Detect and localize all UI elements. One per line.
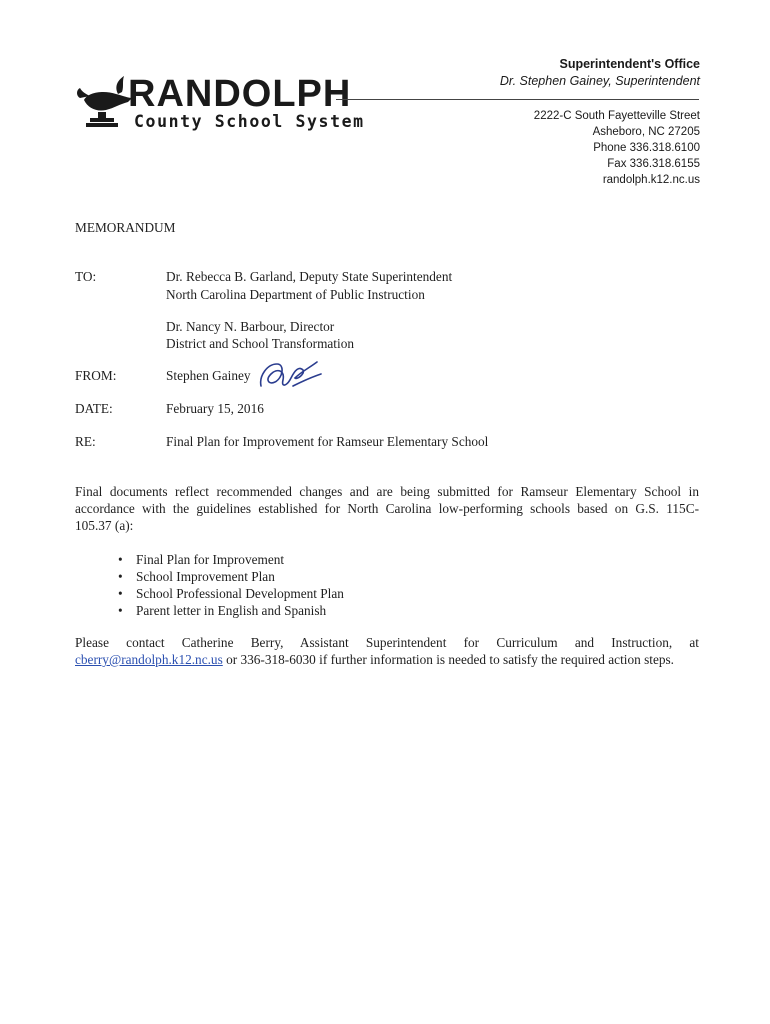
to-recipient-2-name: Dr. Nancy N. Barbour, Director xyxy=(166,319,335,334)
address-street: 2222-C South Fayetteville Street xyxy=(533,110,700,122)
paragraph-2-line-1: Please contact Catherine Berry, Assistant Superintendent for Curriculum and Instruction, at xyxy=(75,635,699,650)
fax-number: Fax 336.318.6155 xyxy=(607,158,700,170)
signature-mark xyxy=(255,356,325,399)
to-recipient-1-name: Dr. Rebecca B. Garland, Deputy State Superintendent xyxy=(166,269,453,284)
from-value: Stephen Gainey xyxy=(166,368,251,383)
date-label: DATE: xyxy=(75,401,113,416)
list-item: • Final Plan for Improvement xyxy=(118,551,344,568)
to-recipient-2-org: District and School Transformation xyxy=(166,336,354,351)
paragraph-2-line-2 xyxy=(75,651,699,668)
list-item: • Parent letter in English and Spanish xyxy=(118,602,344,619)
logo-name: RANDOLPH xyxy=(128,73,352,115)
paragraph-2-rest: or 336-318-6030 if further information is needed to satisfy the required action steps. xyxy=(222,652,675,667)
attachment-list xyxy=(118,551,344,619)
body-paragraph-2 xyxy=(75,634,699,668)
email-link[interactable]: cberry@randolph.k12.nc.us xyxy=(75,652,223,667)
to-label: TO: xyxy=(75,269,97,284)
body-paragraph-1 xyxy=(75,483,699,534)
header-divider xyxy=(336,99,699,100)
paragraph-1-line-3: 105.37 (a): xyxy=(75,518,134,533)
office-title: Superintendent's Office xyxy=(559,57,700,71)
re-value: Final Plan for Improvement for Ramseur Elementary School xyxy=(166,434,489,449)
from-label: FROM: xyxy=(75,368,117,383)
list-item: • School Professional Development Plan xyxy=(118,585,344,602)
lamp-logo-icon xyxy=(74,76,132,133)
to-recipient-1-org: North Carolina Department of Public Instruction xyxy=(166,287,425,302)
date-value: February 15, 2016 xyxy=(166,401,264,416)
list-item: • School Improvement Plan xyxy=(118,568,344,585)
address-city: Asheboro, NC 27205 xyxy=(592,126,700,138)
superintendent-name: Dr. Stephen Gainey, Superintendent xyxy=(499,74,700,88)
re-label: RE: xyxy=(75,434,96,449)
website: randolph.k12.nc.us xyxy=(602,174,700,186)
paragraph-1-line-2: accordance with the guidelines established for North Carolina low-performing schools based on G.S. 115C- xyxy=(75,501,699,516)
paragraph-1-line-1: Final documents reflect recommended changes and are being submitted for Ramseur Elementary School in xyxy=(75,484,699,499)
memo-heading: MEMORANDUM xyxy=(75,220,176,235)
phone-number: Phone 336.318.6100 xyxy=(593,142,700,154)
logo-subtitle: County School System xyxy=(134,112,365,131)
